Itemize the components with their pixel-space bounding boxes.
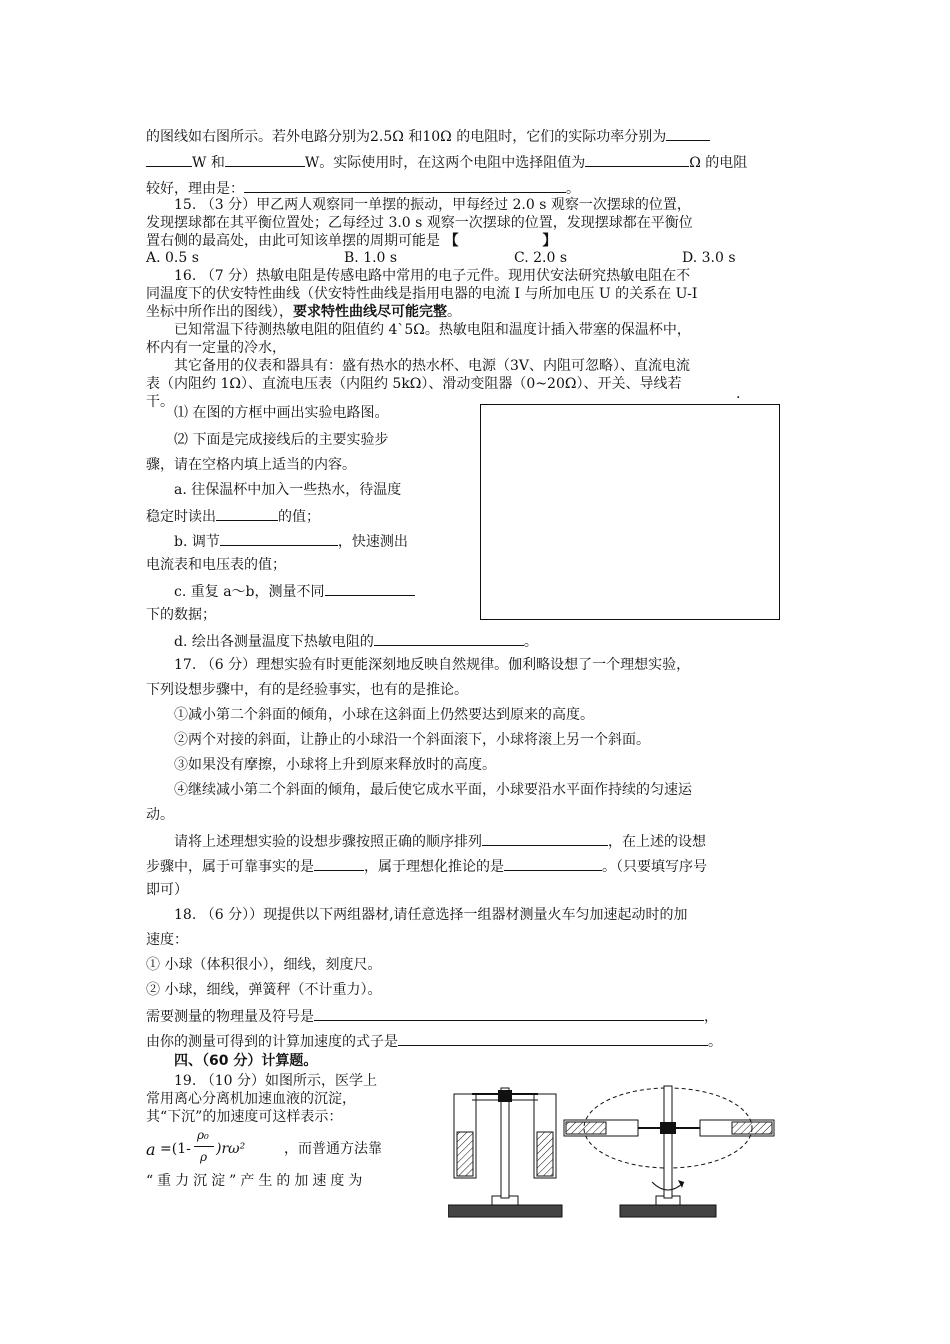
q15-option-d: D. 3.0 s: [682, 250, 736, 266]
q18-option-1: ① 小球（体积很小），细线，刻度尺。: [146, 957, 382, 973]
q16-line-3: 坐标中所作出的图线），要求特性曲线尽可能完整。: [146, 304, 461, 320]
q16-step-a1: a. 往保温杯中加入一些热水，待温度: [174, 482, 402, 498]
q17-line-1: 17. （6 分）理想实验有时更能深刻地反映自然规律。伽利略设想了一个理想实验，: [174, 657, 691, 673]
blank-repeat[interactable]: [325, 581, 415, 596]
fraction-bar: [194, 1146, 214, 1147]
q17-prompt-3: 即可）: [146, 882, 188, 898]
q17-line-2: 下列设想步骤中，有的是经验事实，也有的是推论。: [146, 682, 468, 698]
q19-line-1: 19. （10 分）如图所示，医学上: [174, 1073, 377, 1089]
q19-line-2: 常用离心分离机加速血液的沉淀，: [146, 1091, 356, 1107]
q15-option-b: B. 1.0 s: [344, 250, 398, 266]
q16-step-b1: b. 调节 ，快速测出: [174, 531, 408, 551]
formula-a: a: [146, 1140, 156, 1159]
q19-line-4: ，而普通方法靠: [284, 1141, 382, 1157]
q15-option-c: C. 2.0 s: [514, 250, 568, 266]
formula-numerator: ρ₀: [197, 1128, 209, 1142]
blank-resistance[interactable]: [585, 152, 689, 167]
q16-line-2: 同温度下的伏安特性曲线（伏安特性曲线是指用电器的电流 I 与所加电压 U 的关系在 U-I: [146, 286, 698, 302]
q15-line-2: 发现摆球都在其平衡位置处；乙每经过 3.0 s 观察一次摆球的位置，发现摆球都在平衡位: [146, 215, 693, 231]
blank-formula[interactable]: [398, 1031, 708, 1046]
q14-line-1: 的图线如右图所示。若外电路分别为2.5Ω 和10Ω 的电阻时，它们的实际功率分别为: [146, 126, 710, 146]
q16-line-4: 已知常温下待测热敏电阻的阻值约 4`5Ω。热敏电阻和温度计插入带塞的保温杯中，: [174, 322, 691, 338]
blank-power-1b[interactable]: [146, 152, 192, 167]
stray-dot: .: [736, 386, 741, 402]
q17-prompt-2: 步骤中，属于可靠事实的是 ，属于理想化推论的是 。（只要填写序号: [146, 856, 707, 876]
circuit-diagram-box[interactable]: [480, 404, 780, 620]
blank-reason[interactable]: [244, 178, 566, 193]
q14-line-2: W 和 W。实际使用时，在这两个电阻中选择阻值为 Ω 的电阻: [146, 152, 747, 172]
q16-step-2a: ⑵ 下面是完成接线后的主要实验步: [174, 432, 389, 448]
q15-line-1: 15. （3 分）甲乙两人观察同一单摆的振动，甲每经过 2.0 s 观察一次摆球的位置，: [174, 197, 691, 213]
q19-line-3: 其“下沉”的加速度可这样表示：: [146, 1109, 343, 1125]
q17-item-1: ①减小第二个斜面的倾角，小球在这斜面上仍然要达到原来的高度。: [174, 707, 594, 723]
q15-option-a: A. 0.5 s: [146, 250, 199, 266]
centrifuge-rotating-figure: [560, 1074, 776, 1222]
formula-eq: =(1-: [160, 1141, 191, 1157]
q16-line-8: 干。: [146, 394, 174, 410]
q17-item-2: ②两个对接的斜面，让静止的小球沿一个斜面滚下，小球将滚上另一个斜面。: [174, 732, 650, 748]
q18-line-2: 速度：: [146, 932, 188, 948]
q16-step-d: d. 绘出各测量温度下热敏电阻的 。: [174, 631, 538, 651]
q18-option-2: ② 小球，细线，弹簧秤（不计重力）。: [146, 982, 382, 998]
q16-step-c1: c. 重复 a～b，测量不同: [174, 581, 415, 601]
q16-line-1: 16. （7 分）热敏电阻是传感电路中常用的电子元件。现用伏安法研究热敏电阻在不: [174, 268, 691, 284]
blank-inference[interactable]: [504, 856, 602, 871]
blank-power-2[interactable]: [225, 152, 305, 167]
q18-line-1: 18. （6 分））现提供以下两组器材,请任意选择一组器材测量火车匀加速起动时的加: [174, 907, 688, 923]
q18-fill-2: 由你的测量可得到的计算加速度的式子是 。: [146, 1031, 722, 1051]
q19-line-5: “重力沉淀”产生的加速度为: [146, 1173, 367, 1189]
blank-order[interactable]: [482, 831, 608, 846]
blank-adjust[interactable]: [220, 531, 338, 546]
blank-power-1[interactable]: [666, 126, 710, 141]
q16-step-c2: 下的数据；: [146, 607, 216, 623]
q17-item-4b: 动。: [146, 807, 174, 823]
q16-step-b2: 电流表和电压表的值；: [146, 557, 286, 573]
q16-step-2b: 骤，请在空格内填上适当的内容。: [146, 457, 356, 473]
q17-item-3: ③如果没有摩擦，小球将上升到原来释放时的高度。: [174, 757, 496, 773]
blank-curve[interactable]: [374, 631, 524, 646]
q16-step-1: ⑴ 在图的方框中画出实验电路图。: [174, 405, 389, 421]
q16-line-7: 表（内阻约 1Ω）、直流电压表（内阻约 5kΩ）、滑动变阻器（0~20Ω）、开关、导线若: [146, 376, 682, 392]
blank-quantities[interactable]: [314, 1006, 704, 1021]
q14-line-3: 较好，理由是： 。: [146, 178, 580, 198]
formula-tail: )rω²: [216, 1141, 246, 1157]
q16-line-5: 杯内有一定量的冷水，: [146, 340, 286, 356]
formula-denominator: ρ: [200, 1150, 208, 1164]
q16-line-6: 其它备用的仪表和器具有：盛有热水的热水杯、电源（3V、内阻可忽略）、直流电流: [174, 358, 691, 374]
q17-item-4a: ④继续减小第二个斜面的倾角，最后使它成水平面，小球要沿水平面作持续的匀速运: [174, 782, 692, 798]
q16-step-a2: 稳定时读出 的值；: [146, 506, 320, 526]
blank-facts[interactable]: [314, 856, 364, 871]
blank-read-value[interactable]: [216, 506, 278, 521]
section-4-title: 四、（60 分）计算题。: [174, 1053, 318, 1069]
q18-fill-1: 需要测量的物理量及符号是 ，: [146, 1006, 718, 1026]
centrifuge-static-figure: [448, 1080, 564, 1222]
q17-prompt-1: 请将上述理想实验的设想步骤按照正确的顺序排列 ，在上述的设想: [174, 831, 706, 851]
q15-line-3: 置右侧的最高处，由此可知该单摆的周期可能是 【 】: [146, 233, 557, 249]
